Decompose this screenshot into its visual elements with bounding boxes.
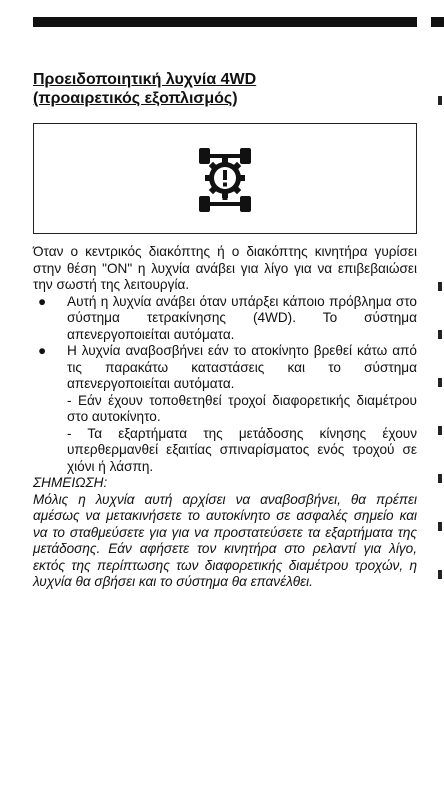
icon-box (33, 123, 417, 234)
bullet-text: Η λυχνία αναβοσβήνει εάν το ατοκίνητο βρεθεί κάτω από τις παρακάτω καταστάσεις και το σύστημα απενεργοποιείται αυτόματα. (67, 343, 417, 391)
adjacent-page-marks (438, 0, 444, 800)
heading-line-1: Προειδοποιητική λυχνία 4WD (33, 71, 257, 88)
heading-line-2: (προαιρετικός εξοπλισμός) (33, 90, 238, 107)
intro-paragraph: Όταν ο κεντρικός διακόπτης ή ο διακόπτης κινητήρα γυρίσει στην θέση "ON" η λυχνία ανάβει για λίγο για να επιβεβαιώσει την σωστή της λειτουργία. (33, 244, 417, 292)
list-item (33, 294, 417, 344)
section-heading (33, 70, 417, 108)
document-section (33, 70, 417, 591)
bullet-icon: ● (38, 293, 47, 309)
bullet-text: Αυτή η λυχνία ανάβει όταν υπάρξει κάποιο πρόβλημα στο σύστημα τετρακίνησης (4WD). Το σύστημα απενεργοποιείται αυτόματα. (67, 293, 417, 342)
note-label: ΣΗΜΕΙΩΣΗ: (33, 475, 108, 490)
sub-item: - Εάν έχουν τοποθετηθεί τροχοί διαφορετικής διαμέτρου στο αυτοκίνητο. (67, 392, 417, 424)
list-item (33, 343, 417, 475)
sub-item: - Τα εξαρτήματα της μετάδοσης κίνησης έχουν υπερθερμανθεί εξαιτίας σπιναρίσματος ενός τροχού σε χιόνι ή λάσπη. (67, 425, 417, 474)
4wd-warning-icon (193, 144, 257, 214)
top-rule (33, 17, 417, 27)
bullet-icon: ● (38, 343, 47, 358)
note-text: Μόλις η λυχνία αυτή αρχίσει να αναβοσβήνει, θα πρέπει αμέσως να μετακινήσετε το αυτοκίνητο σε ασφαλές σημείο και να το σταθμεύσετε για για να προστατεύσετε τα εξαρτήματα της μετάδοσης. Εάν αφήσετε τον κινητήρα στο ρελαντί για λίγο, εκτός της περίπτωσης των διαφορετικής διαμέτρου τροχών, η λυχνία θα σβήσει και το σύστημα θα επανέλθει. (33, 491, 417, 589)
bullet-list (33, 294, 417, 476)
body-text (33, 244, 417, 591)
